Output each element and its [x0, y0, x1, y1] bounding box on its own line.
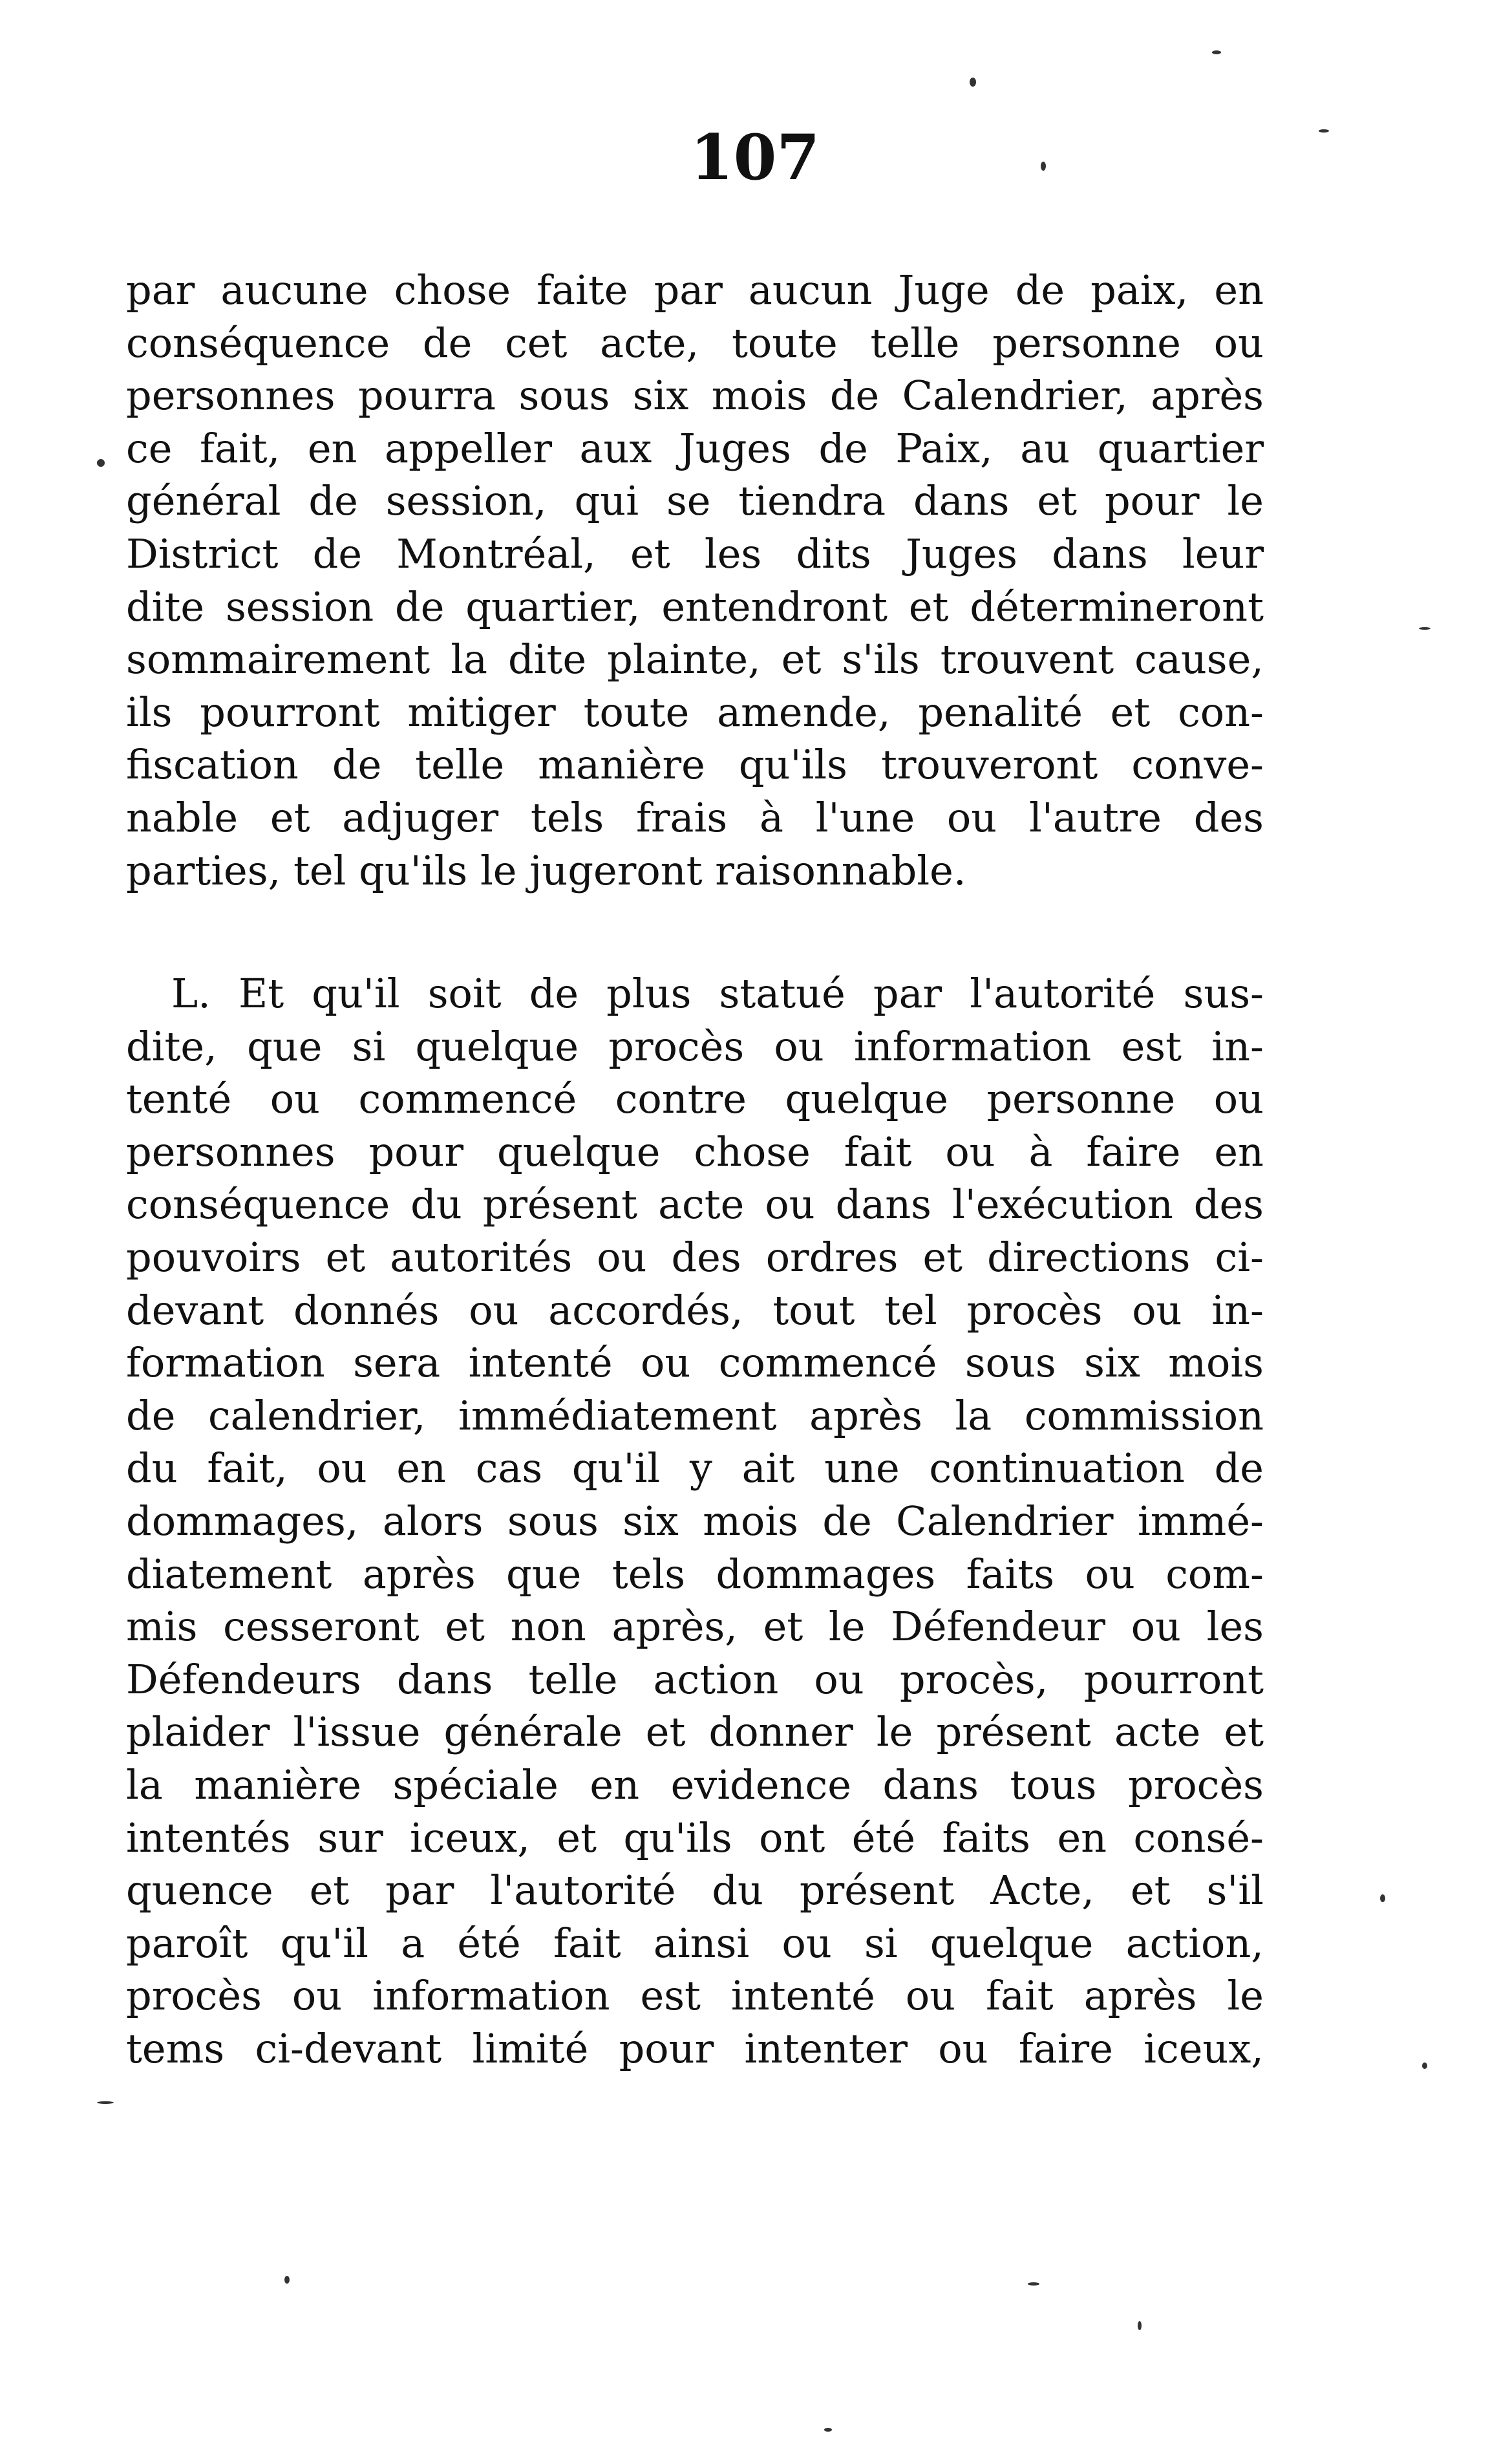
text-line: par aucune chose faite par aucun Juge de paix, en: [126, 266, 1264, 314]
paragraph-1: [126, 264, 1264, 897]
page-number: 107: [690, 121, 820, 194]
text-line: plaider l'issue générale et donner le présent acte et: [126, 1708, 1264, 1756]
scan-speck: [1422, 2062, 1427, 2069]
text-line: dite session de quartier, entendront et détermineront: [126, 583, 1264, 630]
scan-speck: [970, 78, 976, 87]
text-line: procès ou information est intenté ou fait après le: [126, 1972, 1264, 2020]
text-line: diatement après que tels dommages faits ou com-: [126, 1550, 1264, 1598]
text-line: L. Et qu'il soit de plus statué par l'autorité sus-: [171, 970, 1264, 1017]
scan-speck: [97, 459, 105, 467]
paragraph-2: [126, 967, 1264, 2075]
text-line: tems ci-devant limité pour intenter ou faire iceux,: [126, 2024, 1264, 2072]
scan-speck: [1419, 627, 1430, 630]
text-line: ils pourront mitiger toute amende, penalité et con-: [126, 688, 1264, 736]
text-line: sommairement la dite plainte, et s'ils trouvent cause,: [126, 636, 1264, 683]
text-line: général de session, qui se tiendra dans et pour le: [126, 477, 1264, 525]
scan-speck: [1319, 129, 1329, 133]
text-line: conséquence de cet acte, toute telle personne ou: [126, 319, 1264, 367]
text-line: personnes pourra sous six mois de Calendrier, après: [126, 372, 1264, 420]
scan-speck: [1028, 2282, 1039, 2286]
text-line: pouvoirs et autorités ou des ordres et directions ci-: [126, 1233, 1264, 1281]
scan-speck: [824, 2428, 832, 2432]
text-line: nable et adjuger tels frais à l'une ou l'autre des: [126, 793, 1264, 841]
text-line: conséquence du présent acte ou dans l'exécution des: [126, 1181, 1264, 1228]
text-line: ce fait, en appeller aux Juges de Paix, au quartier: [126, 424, 1264, 472]
text-line: paroît qu'il a été fait ainsi ou si quelque action,: [126, 1919, 1264, 1967]
text-line: mis cesseront et non après, et le Défendeur ou les: [126, 1603, 1264, 1651]
text-line: dommages, alors sous six mois de Calendrier immé-: [126, 1497, 1264, 1545]
scan-speck: [1041, 162, 1046, 171]
text-line: intentés sur iceux, et qu'ils ont été faits en consé-: [126, 1814, 1264, 1861]
scan-speck: [1138, 2321, 1142, 2330]
scan-speck: [1212, 50, 1221, 54]
text-line: fiscation de telle manière qu'ils trouveront conve-: [126, 741, 1264, 789]
text-line: District de Montréal, et les dits Juges dans leur: [126, 530, 1264, 577]
text-line: formation sera intenté ou commencé sous six mois: [126, 1339, 1264, 1387]
text-line: la manière spéciale en evidence dans tous procès: [126, 1761, 1264, 1808]
text-line: devant donnés ou accordés, tout tel procès ou in-: [126, 1286, 1264, 1334]
scan-speck: [97, 2101, 114, 2104]
text-line: personnes pour quelque chose fait ou à faire en: [126, 1128, 1264, 1175]
text-line: quence et par l'autorité du présent Acte, et s'il: [126, 1867, 1264, 1914]
scan-speck: [1380, 1894, 1385, 1902]
text-line: parties, tel qu'ils le jugeront raisonnable.: [126, 846, 966, 894]
text-line: Défendeurs dans telle action ou procès, pourront: [126, 1655, 1264, 1703]
text-line: tenté ou commencé contre quelque personne ou: [126, 1075, 1264, 1123]
scan-speck: [284, 2276, 290, 2284]
text-line: du fait, ou en cas qu'il y ait une continuation de: [126, 1444, 1264, 1492]
text-line: dite, que si quelque procès ou information est in-: [126, 1022, 1264, 1070]
text-line: de calendrier, immédiatement après la commission: [126, 1391, 1264, 1439]
